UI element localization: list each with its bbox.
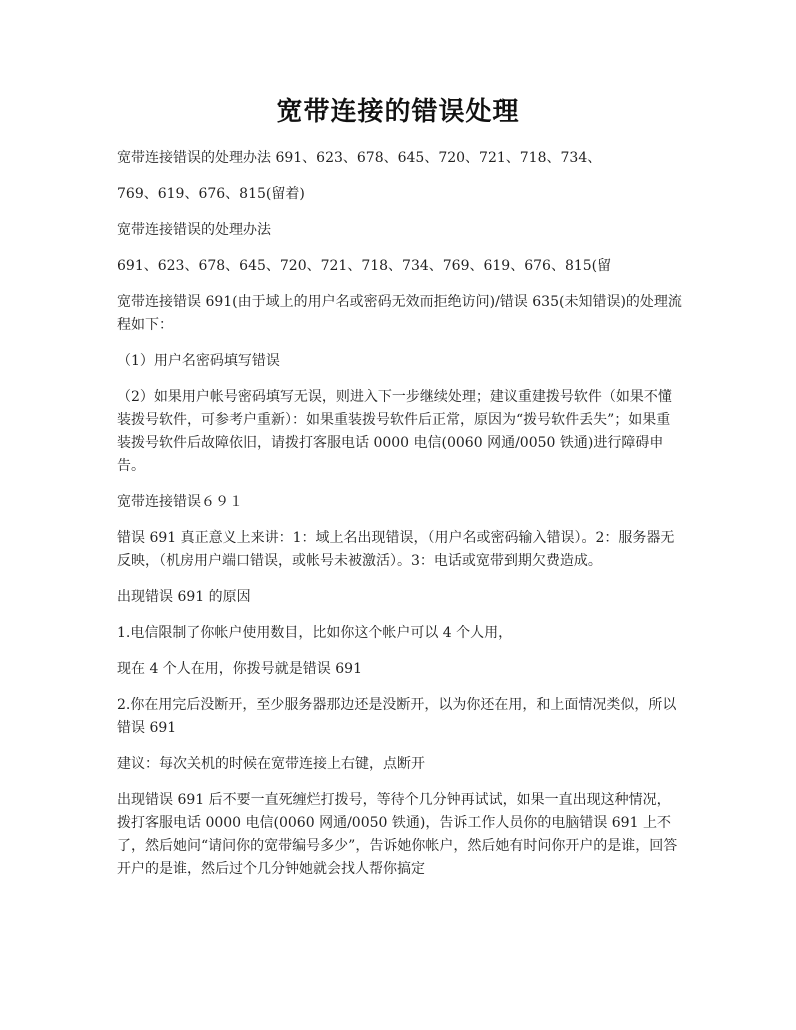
paragraph: （2）如果用户帐号密码填写无误，则进入下一步继续处理；建议重建拨号软件（如果不懂装拨号软件，可参考户重新）：如果重装拨号软件后正常，原因为“拨号软件丢失”；如果重装拨号软件后故障依旧，请拨打客服电话 0000 电信(0060 网通/0050 铁通)进行障碍申告。 [117,389,672,474]
paragraph: 宽带连接错误 691(由于域上的用户名或密码无效而拒绝访问)/错误 635(未知错误)的处理流程如下： [117,294,682,333]
paragraph: 691、623、678、645、720、721、718、734、769、619、676、815(留 [117,258,612,274]
paragraph: 2.你在用完后没断开，至少服务器那边还是没断开，以为你还在用，和上面情况类似，所以错误 691 [117,697,677,736]
paragraph: 769、619、676、815(留着) [117,186,305,202]
paragraph: 建议：每次关机的时候在宽带连接上右键，点断开 [117,756,425,772]
document-title: 宽带连接的错误处理 [276,97,520,127]
document-body [117,147,683,894]
paragraph: 1.电信限制了你帐户使用数目，比如你这个帐户可以 4 个人用， [117,625,513,641]
paragraph: （1）用户名密码填写错误 [117,353,280,369]
paragraph: 宽带连接错误的处理办法 [117,222,271,238]
paragraph: 错误 691 真正意义上来讲：1：域上名出现错误，（用户名或密码输入错误）。2：服务器无反映，（机房用户端口错误，或帐号未被激活）。3：电话或宽带到期欠费造成。 [117,530,675,569]
paragraph: 宽带连接错误的处理办法 691、623、678、645、720、721、718、734、 [117,150,602,166]
paragraph: 出现错误 691 后不要一直死缠烂打拨号，等待个几分钟再试试，如果一直出现这种情况，拨打客服电话 0000 电信(0060 网通/0050 铁通)，告诉工作人员你的电脑错误 691 上不了，然后她问“请问你的宽带编号多少”，告诉她你帐户，然后她有时问你开户的是谁，回答开户的是谁，然后过个几分钟她就会找人帮你搞定 [117,792,678,877]
paragraph: 出现错误 691 的原因 [117,589,251,605]
paragraph: 宽带连接错误６９１ [117,494,243,510]
paragraph: 现在 4 个人在用，你拨号就是错误 691 [117,661,362,677]
